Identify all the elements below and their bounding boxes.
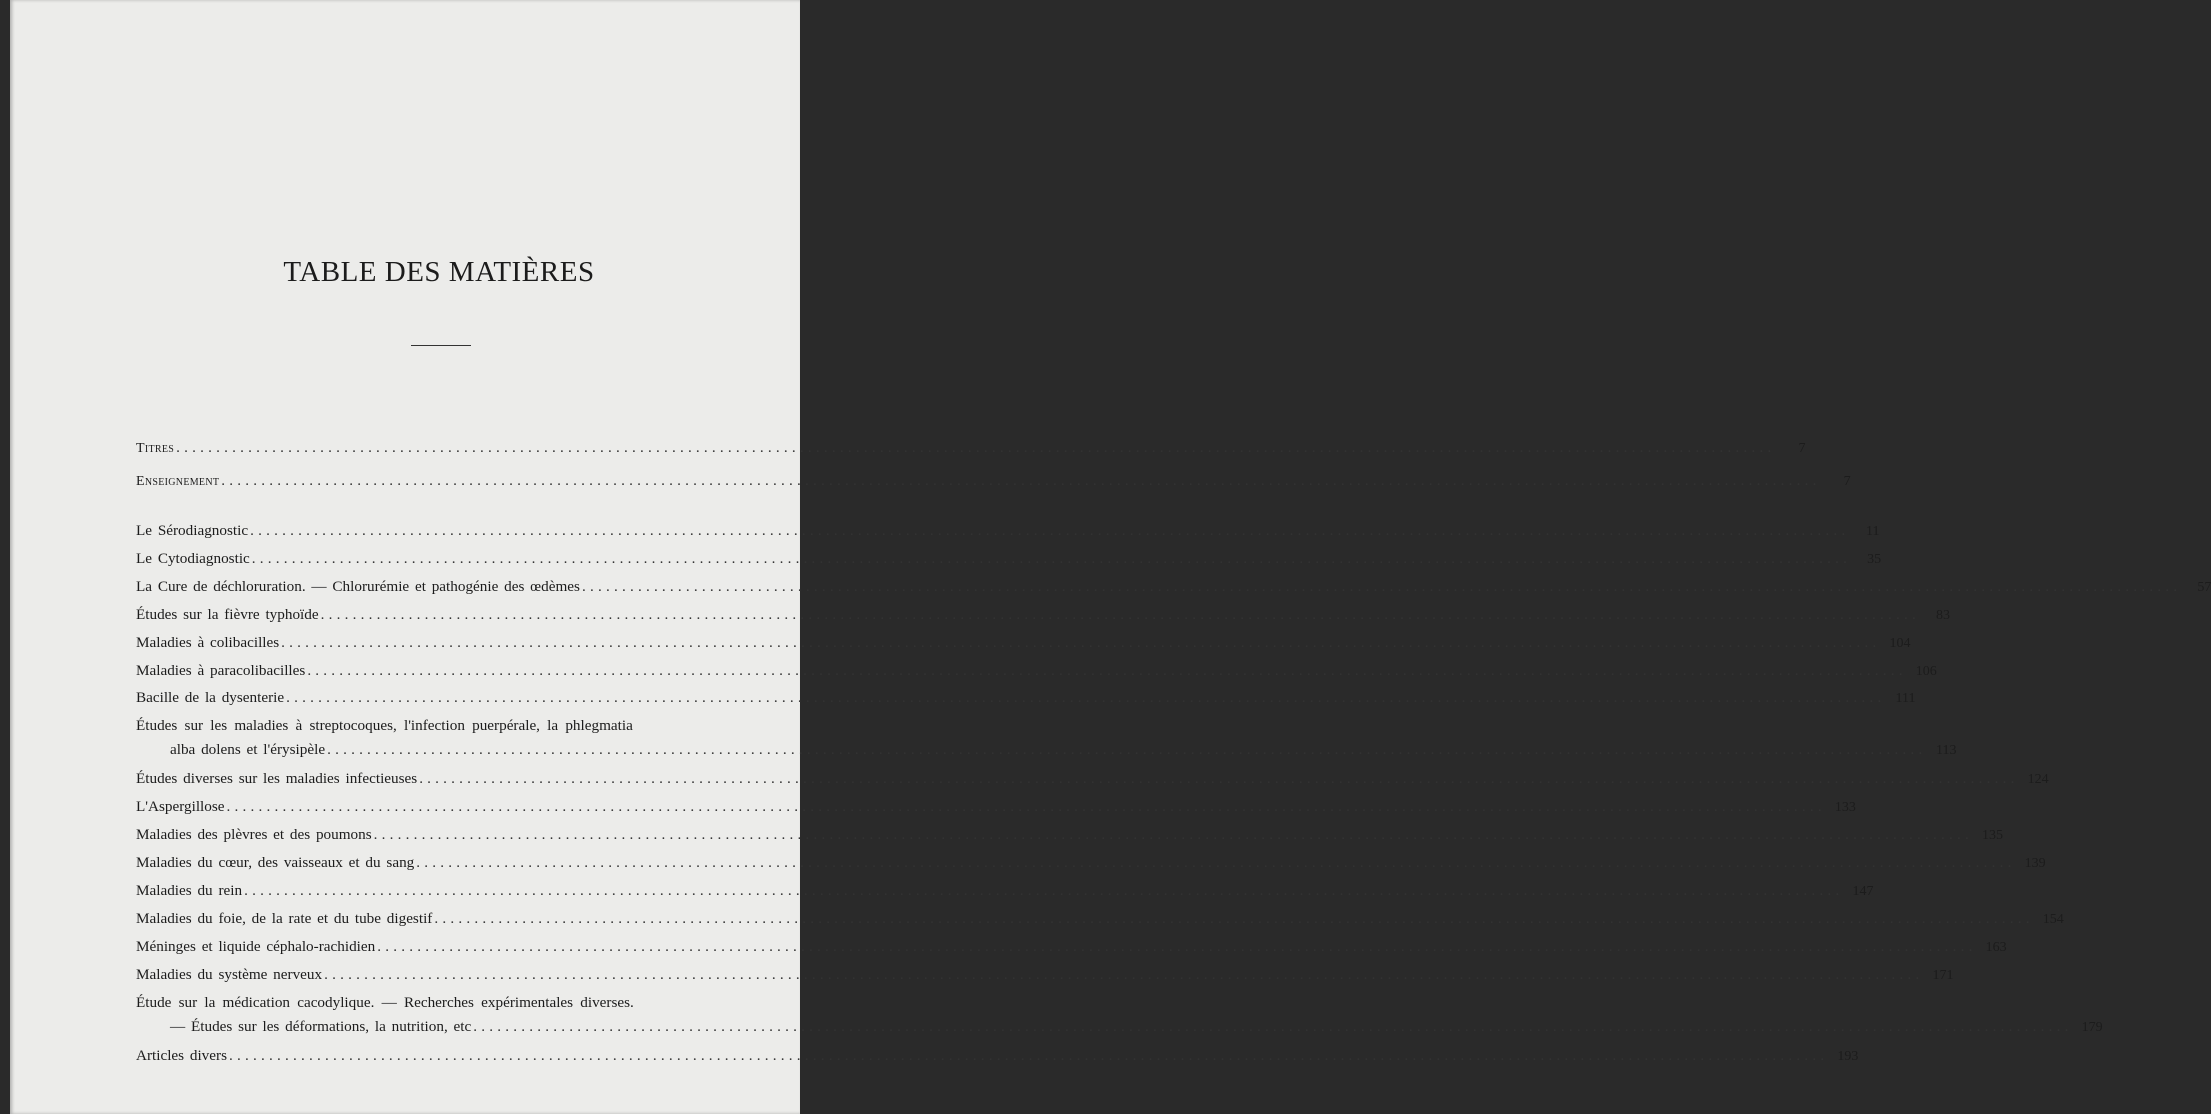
leader-dots: ........................................................................................................................................................................................................: [244, 881, 1844, 899]
table-of-contents: [136, 432, 2211, 1071]
leader-dots: ........................................................................................................................................................................................................: [226, 798, 1826, 816]
toc-entry: [136, 906, 2064, 934]
toc-entry-page: 135: [1982, 828, 2004, 844]
toc-entry-label: Maladies du système nerveux: [136, 965, 323, 983]
leader-dots: ........................................................................................................................................................................................................: [324, 965, 1924, 983]
toc-entry-label: Maladies à colibacilles: [136, 633, 280, 651]
leader-dots: ........................................................................................................................................................................................................: [327, 741, 1927, 759]
toc-entry: [136, 546, 1882, 574]
toc-entry-label: Bacille de la dysenterie: [136, 689, 285, 707]
document-page: [10, 0, 2211, 1114]
toc-entry-multiline: [136, 713, 1957, 761]
toc-entry-label: Méninges et liquide céphalo-rachidien: [136, 937, 376, 955]
toc-entry: [136, 518, 1880, 546]
toc-entry: [136, 794, 1856, 822]
toc-entry-page: 35: [1867, 551, 1882, 567]
title-divider: [411, 345, 471, 346]
toc-entry-label: Maladies du rein: [136, 881, 243, 899]
toc-entry-page: 113: [1935, 743, 1957, 759]
toc-entry-page: 139: [2024, 856, 2046, 872]
toc-entry-page: 7: [1843, 474, 1851, 489]
toc-entry-page: 147: [1852, 883, 1874, 899]
toc-entry-page: 133: [1834, 800, 1856, 816]
toc-entry: [136, 822, 2004, 850]
toc-entry-page: 83: [1935, 607, 1950, 623]
toc-entry-label: La Cure de déchloruration. — Chlorurémie et pathogénie des œdèmes: [136, 577, 580, 595]
leader-dots: ........................................................................................................................................................................................................: [377, 937, 1977, 955]
toc-entry-page: 7: [1798, 441, 1806, 456]
toc-entry-page: 179: [2081, 1019, 2103, 1035]
toc-entry: [136, 685, 1916, 713]
leader-dots: ........................................................................................................................................................................................................: [251, 549, 1852, 567]
toc-entry-titres: [136, 432, 1806, 465]
toc-entry-label: Maladies du cœur, des vaisseaux et du sang: [136, 854, 415, 872]
toc-entry-page: 154: [2042, 911, 2064, 927]
toc-entry-page: 104: [1889, 635, 1911, 651]
leader-dots: ........................................................................................................................................................................................................: [250, 522, 1850, 539]
leader-dots: ........................................................................................................................................................................................................: [286, 689, 1886, 707]
toc-entry: [136, 878, 1874, 906]
toc-entry: [136, 630, 1911, 658]
toc-entry-page: 193: [1837, 1048, 1859, 1064]
leader-dots: ........................................................................................................................................................................................................: [229, 1046, 1829, 1064]
toc-entry-label: Le Sérodiagnostic: [136, 522, 249, 539]
toc-entry-page: 163: [1985, 939, 2007, 955]
leader-dots: ........................................................................................................................................................................................................: [581, 577, 2182, 595]
toc-entry-label: Enseignement: [136, 474, 220, 489]
toc-entry-page: 124: [2027, 772, 2049, 788]
toc-entry-page: 11: [1865, 524, 1880, 539]
toc-entry-label-line1: Études sur les maladies à streptocoques, l'infection puerpérale, la phlegmatia: [136, 717, 633, 735]
leader-dots: ........................................................................................................................................................................................................: [434, 909, 2034, 927]
toc-entry-label: Études diverses sur les maladies infectieuses: [136, 770, 418, 788]
toc-entry-page: 106: [1915, 663, 1937, 679]
toc-entry: [136, 962, 1954, 990]
toc-entry-label: L'Aspergillose: [136, 798, 225, 816]
toc-entry: [136, 574, 2211, 602]
leader-dots: ........................................................................................................................................................................................................: [221, 472, 1821, 489]
leader-dots: ........................................................................................................................................................................................................: [373, 826, 1974, 844]
toc-entry-label: Maladies des plèvres et des poumons: [136, 826, 372, 844]
toc-entry: [136, 766, 2049, 794]
leader-dots: ........................................................................................................................................................................................................: [176, 439, 1776, 456]
toc-entry-label: Maladies à paracolibacilles: [136, 661, 306, 679]
toc-entry: [136, 850, 2046, 878]
leader-dots: ........................................................................................................................................................................................................: [307, 661, 1907, 679]
leader-dots: ........................................................................................................................................................................................................: [416, 854, 2016, 872]
leader-dots: ........................................................................................................................................................................................................: [419, 770, 2019, 788]
toc-entry-continuation: [136, 739, 1957, 761]
leader-dots: ........................................................................................................................................................................................................: [281, 633, 1881, 651]
toc-entry-enseignement: [136, 465, 1851, 498]
toc-entry-label-line2: alba dolens et l'érysipèle: [170, 741, 326, 759]
toc-entry: [136, 602, 1950, 630]
toc-entry-label: Études sur la fièvre typhoïde: [136, 605, 319, 623]
toc-entry: [136, 934, 2007, 962]
toc-entry-label: Maladies du foie, de la rate et du tube digestif: [136, 909, 433, 927]
toc-entry-page: 171: [1932, 967, 1954, 983]
toc-entry-label-line1: Étude sur la médication cacodylique. — Recherches expérimentales diverses.: [136, 993, 634, 1011]
leader-dots: ........................................................................................................................................................................................................: [473, 1017, 2073, 1035]
leader-dots: ........................................................................................................................................................................................................: [320, 605, 1920, 623]
toc-entry-label: Articles divers: [136, 1046, 227, 1064]
toc-entry-label: Le Cytodiagnostic: [136, 549, 250, 567]
toc-entry: [136, 658, 1937, 686]
toc-entry: [136, 1043, 1859, 1071]
section-gap: [136, 498, 766, 518]
toc-entry-label-line2: — Études sur les déformations, la nutrition, etc: [170, 1017, 472, 1035]
toc-entry-page: 57: [2197, 579, 2211, 595]
toc-entry-label: Titres: [136, 441, 175, 456]
toc-entry-multiline: [136, 990, 2103, 1038]
page-title: TABLE DES MATIÈRES: [283, 256, 595, 288]
toc-entry-continuation: [136, 1016, 2103, 1038]
toc-entry-page: 111: [1895, 691, 1916, 707]
